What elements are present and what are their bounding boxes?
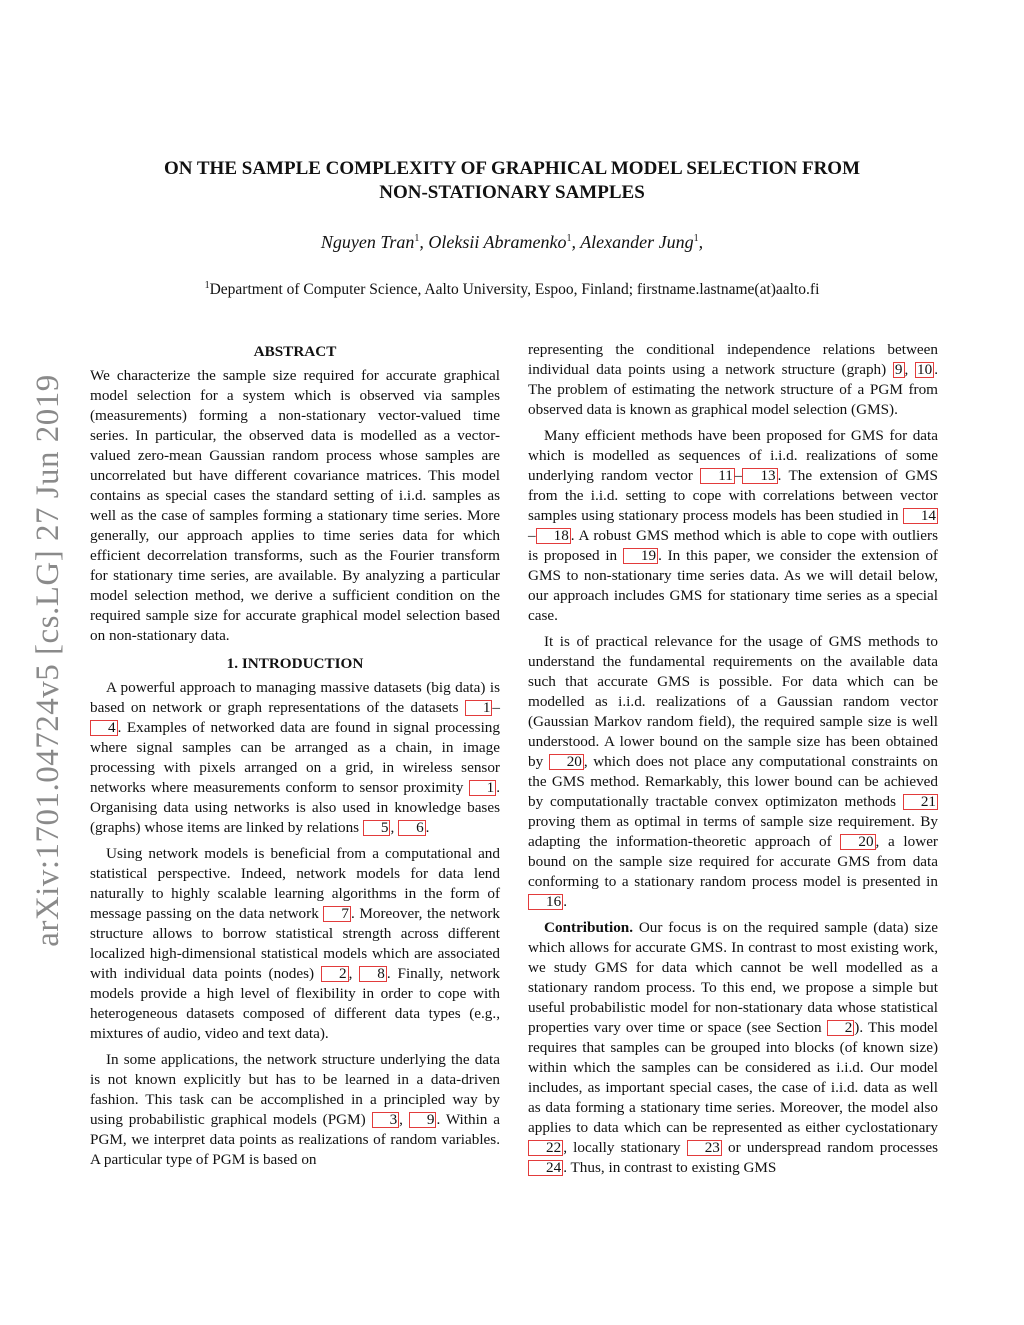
abstract-heading: ABSTRACT <box>253 343 337 360</box>
citation-link[interactable]: 1 <box>469 780 497 796</box>
citation-link[interactable]: 20 <box>840 834 875 850</box>
intro-paragraph-2: Using network models is beneficial from a computational and statistical perspective. Indeed, network models for data lend naturally to highly scalable learning algorithms in the form of message passing on the data network 7 . Moreover, the network structure allows to borrow statistical strength across different localized high-dimensional statistical models which are associated with individual data points (nodes) 2 , 8 . Finally, network models provide a high level of flexibility in order to cope with heterogeneous datasets composed of different data types (e.g., mixtures of audio, video and text data). <box>90 845 501 1042</box>
citation-link[interactable]: 22 <box>528 1140 563 1156</box>
left-column <box>90 340 500 1176</box>
author-affiliation-mark: 1 <box>566 233 572 244</box>
citation-link[interactable]: 8 <box>359 966 387 982</box>
title-line-2: NON-STATIONARY SAMPLES <box>379 182 645 203</box>
arxiv-identifier-stamp <box>18 360 78 960</box>
citation-link[interactable]: 23 <box>687 1140 722 1156</box>
citation-link[interactable]: 14 <box>903 508 938 524</box>
affiliation-mark: 1 <box>204 279 210 291</box>
citation-link[interactable]: 1 <box>465 700 493 716</box>
citation-link[interactable]: 9 <box>409 1112 437 1128</box>
arxiv-id-text: arXiv:1701.04724v5 [cs.LG] 27 Jun 2019 <box>29 373 66 947</box>
citation-link[interactable]: 18 <box>536 528 571 544</box>
right-paragraph-1: representing the conditional independence relations between individual data points using a network structure (graph) 9 , 10 . The problem of estimating the network structure of a PGM from observed data is known as graphical model selection (GMS). <box>528 341 939 418</box>
citation-link[interactable]: 3 <box>372 1112 400 1128</box>
title-line-1: ON THE SAMPLE COMPLEXITY OF GRAPHICAL MODEL SELECTION FROM <box>163 158 861 179</box>
author-name: Oleksii Abramenko <box>428 232 567 252</box>
citation-link[interactable]: 13 <box>742 468 777 484</box>
author-affiliation-mark: 1 <box>693 233 699 244</box>
section-reference-link[interactable]: 2 <box>827 1020 855 1036</box>
author-list: Nguyen Tran$^1$, Oleksii Abramenko$^1$, Alexander Jung$^1$, <box>320 232 704 252</box>
abstract-text: We characterize the sample size required for accurate graphical model selection for a system which is observed via samples (measurements) forming a non-stationary vector-valued time series. In particular, the observed data is modelled as a vector-valued zero-mean Gaussian random process whose samples are uncorrelated but have different covariance matrices. This model contains as special cases the standard setting of i.i.d. samples as well as the case of samples forming a stationary time series. More generally, our approach applies to time series data for which efficient decorrelation transforms, such as the Fourier transform for stationary time series, are available. By analyzing a particular model selection method, we derive a sufficient condition on the required sample size for accurate graphical model selection based on non-stationary data. <box>90 367 500 644</box>
citation-link[interactable]: 19 <box>623 548 658 564</box>
citation-link[interactable]: 7 <box>323 906 351 922</box>
right-column <box>528 340 938 1184</box>
citation-link[interactable]: 24 <box>528 1160 563 1176</box>
citation-link[interactable]: 21 <box>903 794 938 810</box>
contribution-lead: Contribution. <box>544 919 634 936</box>
citation-link[interactable]: 2 <box>321 966 349 982</box>
introduction-heading: 1. INTRODUCTION <box>226 655 364 672</box>
affiliation-text: Department of Computer Science, Aalto University, Espoo, Finland; firstname.lastname(at)aalto.fi <box>209 281 820 298</box>
citation-link[interactable]: 11 <box>700 468 735 484</box>
citation-link[interactable]: 6 <box>398 820 426 836</box>
contribution-paragraph: Contribution. Our focus is on the required sample (data) size which allows for accurate GMS. In contrast to most existing work, we study GMS for data which cannot be well modelled as a stationary random process. To this end, we propose a simple but useful probabilistic model for non-stationary data whose statistical properties vary over time or space (see Section 2 ). This model requires that samples can be grouped into blocks (of known size) within which the samples can be considered as i.i.d. Our model includes, as important special cases, the case of i.i.d. data as well as data forming a stationary time series. Moreover, the model also applies to data which can be represented as either cyclostationary 22 , locally stationary 23 or underspread random processes 24 . Thus, in contrast to existing GMS <box>528 919 939 1176</box>
paper-title <box>100 157 924 205</box>
right-paragraph-2: Many efficient methods have been proposed for GMS for data which is modelled as sequences of i.i.d. realizations of some underlying random vector 11 – 13 . The extension of GMS from the i.i.d. setting to cope with correlations between vector samples using stationary process models has been studied in 14– 18 . A robust GMS method which is able to cope with outliers is proposed in 19 . In this paper, we consider the extension of GMS to non-stationary time series data. As we will detail below, our approach includes GMS for stationary time series as a special case. <box>528 427 938 624</box>
citation-link[interactable]: 5 <box>363 820 391 836</box>
right-paragraph-3: It is of practical relevance for the usage of GMS methods to understand the fundamental requirements on the available data such that accurate GMS is possible. For data which can be modelled as i.i.d. realizations of a Gaussian random vector (Gaussian Markov random field), the required sample size is well understood. A lower bound on the sample size has been obtained by 20 , which does not place any computational constraints on the GMS method. Remarkably, this lower bound can be achieved by computationally tractable convex optimizaton methods 21 proving them as optimal in terms of sample size requirement. By adapting the information-theoretic approach of 20 , a lower bound on the sample size required for accurate GMS from data conforming to a stationary random process model is presented in 16 . <box>528 633 938 910</box>
intro-paragraph-3: In some applications, the network structure underlying the data is not known explicitly but has to be learned in a data-driven fashion. This task can be accomplished in a principled way by using probabilistic graphical models (PGM) 3 , 9 . Within a PGM, we interpret data points as realizations of random variables. A particular type of PGM is based on <box>90 1051 501 1168</box>
citation-link[interactable]: 20 <box>549 754 584 770</box>
affiliation <box>100 279 924 301</box>
citation-link[interactable]: 9 <box>894 361 903 378</box>
author-name: Nguyen Tran <box>320 232 415 252</box>
author-name: Alexander Jung <box>580 232 694 252</box>
intro-paragraph-1: A powerful approach to managing massive datasets (big data) is based on network or graph representations of the datasets 1 –4 . Examples of networked data are found in signal processing where signal samples can be arranged as a chain, in image processing with pixels arranged on a grid, in wireless sensor networks where measurements conform to sensor proximity 1 . Organising data using networks is also used in knowledge bases (graphs) whose items are linked by relations 5 , 6 . <box>90 679 500 836</box>
author-affiliation-mark: 1 <box>414 233 420 244</box>
citation-link[interactable]: 10 <box>917 361 933 378</box>
citation-link[interactable]: 4 <box>90 720 118 736</box>
citation-link[interactable]: 16 <box>528 894 563 910</box>
